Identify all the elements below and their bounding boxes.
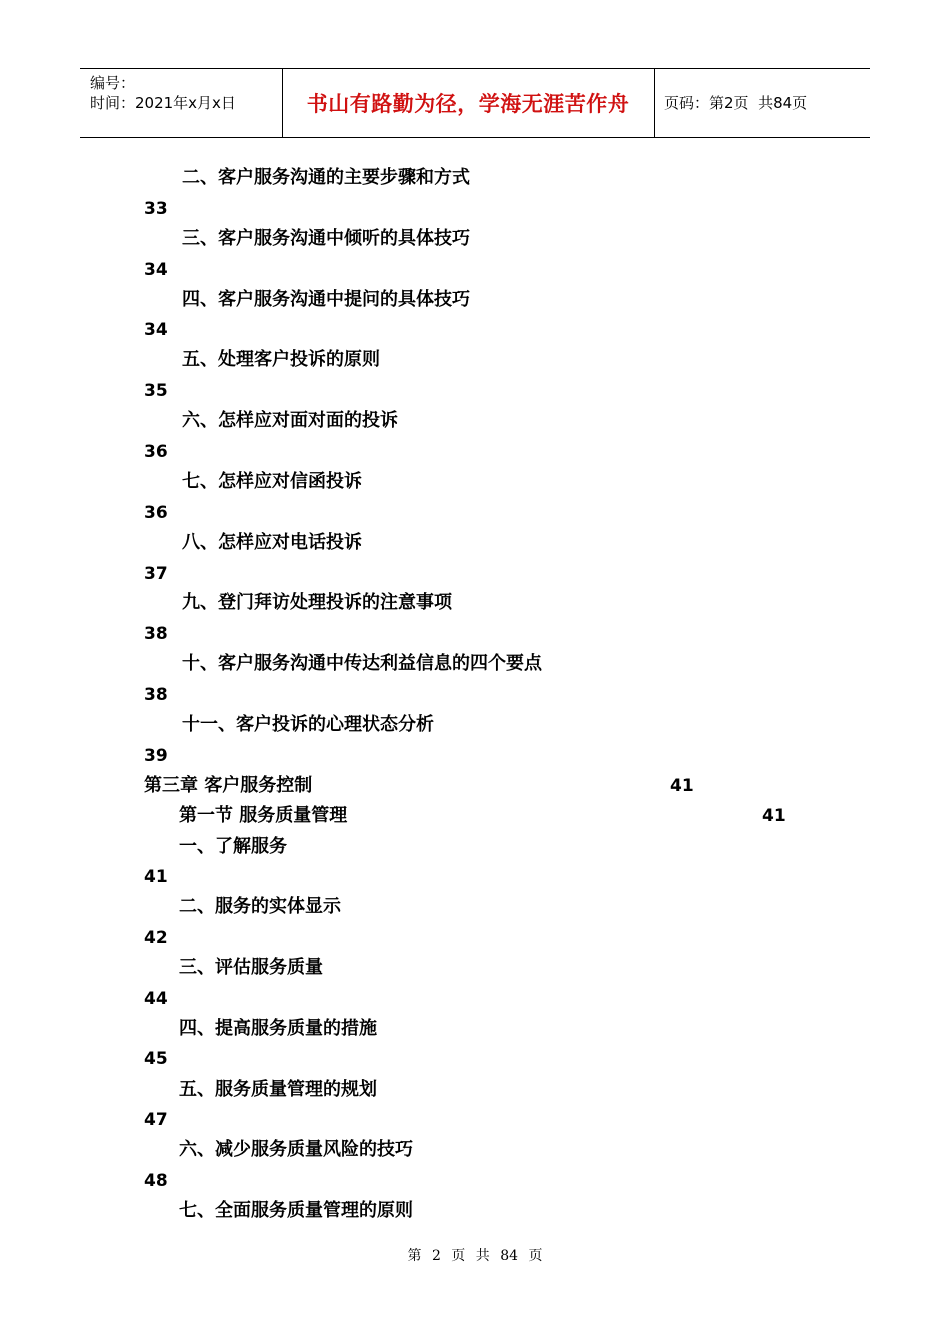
toc-entry[interactable]: 八、怎样应对电话投诉 (182, 532, 362, 553)
toc-entry[interactable]: 二、客户服务沟通的主要步骤和方式 (182, 167, 470, 188)
toc-entry[interactable]: 五、处理客户投诉的原则 (182, 349, 380, 370)
toc-page-number: 44 (144, 989, 168, 1009)
toc-page-number: 39 (144, 746, 168, 766)
toc-page-number: 41 (670, 776, 694, 796)
toc-entry[interactable]: 七、怎样应对信函投诉 (182, 471, 362, 492)
toc-page-number: 34 (144, 260, 168, 280)
toc-entry[interactable]: 六、减少服务质量风险的技巧 (179, 1139, 413, 1160)
toc-page-number: 38 (144, 624, 168, 644)
header-page-info: 页码：第2页 共84页 (664, 94, 808, 112)
toc-entry[interactable]: 十一、客户投诉的心理状态分析 (182, 714, 434, 735)
toc-entry[interactable]: 四、客户服务沟通中提问的具体技巧 (182, 289, 470, 310)
toc-entry[interactable]: 七、全面服务质量管理的原则 (179, 1200, 413, 1221)
toc-entry[interactable]: 十、客户服务沟通中传达利益信息的四个要点 (182, 653, 542, 674)
toc-page-number: 35 (144, 381, 168, 401)
toc-page-number: 42 (144, 928, 168, 948)
toc-entry[interactable]: 九、登门拜访处理投诉的注意事项 (182, 592, 452, 613)
toc-entry[interactable]: 四、提高服务质量的措施 (179, 1018, 377, 1039)
toc-page-number: 34 (144, 320, 168, 340)
toc-page-number: 37 (144, 564, 168, 584)
toc-page-number: 47 (144, 1110, 168, 1130)
toc-page-number: 36 (144, 442, 168, 462)
number-label: 编号： (90, 74, 136, 92)
toc-page-number: 41 (144, 867, 168, 887)
toc-entry[interactable]: 三、客户服务沟通中倾听的具体技巧 (182, 228, 470, 249)
time-label: 时间：2021年x月x日 (90, 94, 236, 112)
page-footer: 第 2 页 共 84 页 (407, 1248, 543, 1264)
toc-entry[interactable]: 一、了解服务 (179, 836, 287, 857)
toc-page-number: 38 (144, 685, 168, 705)
toc-page-number: 45 (144, 1049, 168, 1069)
toc-page-number: 48 (144, 1171, 168, 1191)
toc-chapter-title[interactable]: 第三章 客户服务控制 (144, 775, 313, 796)
toc-page-number: 33 (144, 199, 168, 219)
toc-page-number: 36 (144, 503, 168, 523)
toc-entry[interactable]: 六、怎样应对面对面的投诉 (182, 410, 398, 431)
header-slogan: 书山有路勤为径，学海无涯苦作舟 (306, 92, 630, 116)
toc-entry[interactable]: 三、评估服务质量 (179, 957, 323, 978)
toc-section-title[interactable]: 第一节 服务质量管理 (179, 805, 348, 826)
toc-entry[interactable]: 二、服务的实体显示 (179, 896, 341, 917)
toc-entry[interactable]: 五、服务质量管理的规划 (179, 1079, 377, 1100)
toc-page-number: 41 (762, 806, 786, 826)
